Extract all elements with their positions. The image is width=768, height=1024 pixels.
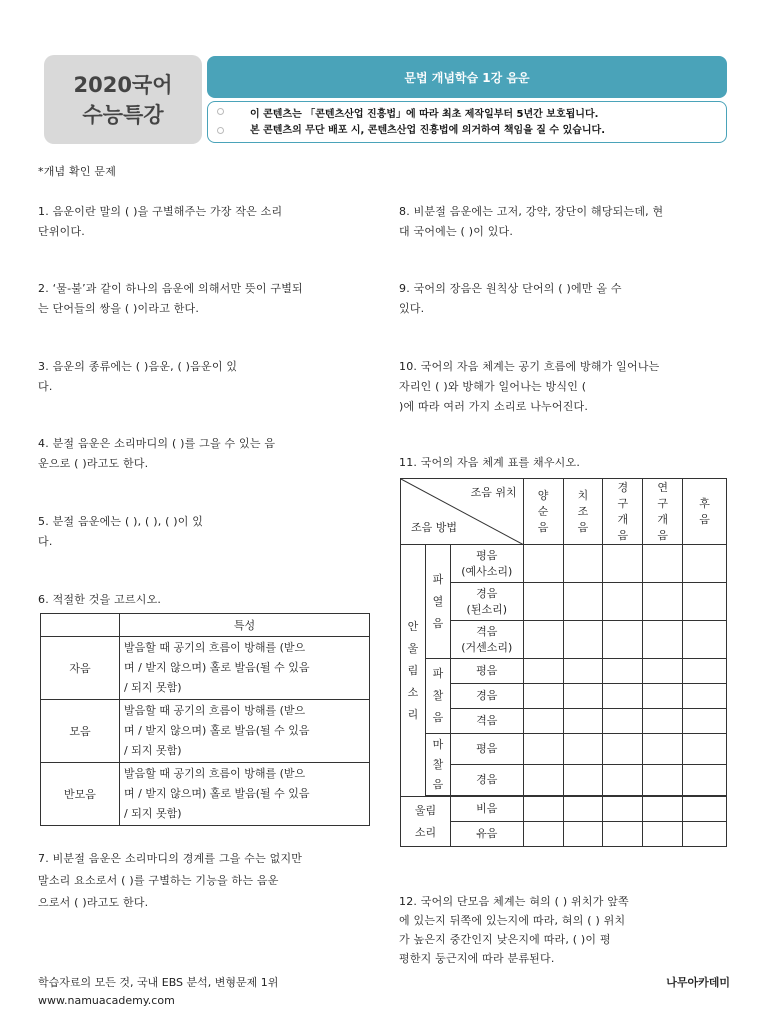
blank-cell[interactable] xyxy=(523,709,563,734)
place-label: 후음 xyxy=(699,496,710,526)
row-label: 비음 xyxy=(450,797,523,822)
blank-cell[interactable] xyxy=(683,797,727,822)
place-label: 양순음 xyxy=(537,488,549,534)
blank-cell[interactable] xyxy=(643,822,683,847)
row-label xyxy=(450,545,523,583)
blank-cell[interactable] xyxy=(603,545,643,583)
blank-cell[interactable] xyxy=(563,545,603,583)
blank-cell[interactable] xyxy=(603,684,643,709)
table6-row-text xyxy=(120,700,370,763)
question-1 xyxy=(38,202,370,242)
consonant-system-table xyxy=(400,478,727,847)
footer-tagline: 학습자료의 모든 것, 국내 EBS 분석, 변형문제 1위 xyxy=(38,976,279,989)
row-label-line: (거센소리) xyxy=(461,640,513,654)
group-label: 울림소리 xyxy=(414,803,437,839)
blank-cell[interactable] xyxy=(563,709,603,734)
blank-cell[interactable] xyxy=(683,545,727,583)
cell-line: 발음할 때 공기의 흐름이 방해를 (받으 xyxy=(124,767,306,780)
blank-cell[interactable] xyxy=(683,684,727,709)
blank-cell[interactable] xyxy=(523,684,563,709)
question-line: 1. 음운이란 말의 ( )을 구별해주는 가장 작은 소리 xyxy=(38,205,283,218)
manner-label: 마찰음 xyxy=(432,737,444,791)
question-5 xyxy=(38,512,370,552)
blank-cell[interactable] xyxy=(523,765,563,796)
blank-cell[interactable] xyxy=(683,734,727,765)
place-label: 치조음 xyxy=(577,488,589,534)
row-label: 평음 xyxy=(450,659,523,684)
question-line: 2. ‘물-불’과 같이 하나의 음운에 의해서만 뜻이 구별되 xyxy=(38,282,303,295)
question-line: )에 따라 여러 가지 소리로 나누어진다. xyxy=(399,400,589,413)
blank-cell[interactable] xyxy=(643,734,683,765)
table6-row-text xyxy=(120,637,370,700)
row-label: 유음 xyxy=(450,822,523,847)
manner-fricative xyxy=(425,734,450,796)
blank-cell[interactable] xyxy=(523,621,563,659)
copyright-line1: 이 콘텐츠는 「콘텐츠산업 진흥법」에 따라 최초 제작일부터 5년간 보호됩니다. xyxy=(250,109,599,120)
blank-cell[interactable] xyxy=(643,709,683,734)
question-line: 다. xyxy=(38,380,53,393)
question-line: 말소리 요소로서 ( )를 구별하는 기능을 하는 음운 xyxy=(38,874,279,887)
question-line: 자리인 ( )와 방해가 일어나는 방식인 ( xyxy=(399,380,587,393)
blank-cell[interactable] xyxy=(603,659,643,684)
blank-cell[interactable] xyxy=(603,797,643,822)
lesson-title-bar xyxy=(207,56,727,98)
blank-cell[interactable] xyxy=(643,659,683,684)
group-anul xyxy=(401,545,426,797)
question-line: 3. 음운의 종류에는 ( )음운, ( )음운이 있 xyxy=(38,360,238,373)
place-palatal xyxy=(603,479,643,545)
row-label xyxy=(450,583,523,621)
blank-cell[interactable] xyxy=(563,822,603,847)
row-label: 경음 xyxy=(450,765,523,796)
blank-cell[interactable] xyxy=(603,765,643,796)
question-3 xyxy=(38,357,370,397)
blank-cell[interactable] xyxy=(523,734,563,765)
question-line: 에 있는지 뒤쪽에 있는지에 따라, 혀의 ( ) 위치 xyxy=(399,914,626,927)
question-line: 으로서 ( )라고도 한다. xyxy=(38,896,149,909)
row-label-line: 평음 xyxy=(476,548,498,562)
question-line: 운으로 ( )라고도 한다. xyxy=(38,457,149,470)
question-7 xyxy=(38,848,370,914)
question-11: 11. 국어의 자음 체계 표를 채우시오. xyxy=(399,456,581,469)
blank-cell[interactable] xyxy=(683,621,727,659)
blank-cell[interactable] xyxy=(683,709,727,734)
blank-cell[interactable] xyxy=(643,583,683,621)
corner-top-label: 조음 위치 xyxy=(470,486,517,499)
blank-cell[interactable] xyxy=(523,797,563,822)
blank-cell[interactable] xyxy=(643,684,683,709)
table6-row-label: 자음 xyxy=(41,637,120,700)
question-line: 7. 비분절 음운은 소리마디의 경계를 그을 수는 없지만 xyxy=(38,852,303,865)
question-line: 는 단어들의 쌍을 ( )이라고 한다. xyxy=(38,302,200,315)
footer-brand: 나무아카데미 xyxy=(666,976,730,989)
blank-cell[interactable] xyxy=(683,583,727,621)
manner-label: 파열음 xyxy=(432,572,444,630)
blank-cell[interactable] xyxy=(563,684,603,709)
question-6: 6. 적절한 것을 고르시오. xyxy=(38,593,162,606)
cell-line: 며 / 받지 않으며) 홀로 발음(될 수 있음 xyxy=(124,787,310,800)
question-12 xyxy=(399,892,734,968)
blank-cell[interactable] xyxy=(683,659,727,684)
cell-line: / 되지 못함) xyxy=(124,807,182,820)
group-label: 안울림소리 xyxy=(407,619,419,721)
question-line: 4. 분절 음운은 소리마디의 ( )를 그을 수 있는 음 xyxy=(38,437,276,450)
question-8 xyxy=(399,202,731,242)
lesson-title: 문법 개념학습 1강 음운 xyxy=(404,70,530,85)
row-label-line: 격음 xyxy=(476,624,498,638)
row-label: 격음 xyxy=(450,709,523,734)
table6-row-label: 모음 xyxy=(41,700,120,763)
place-velar xyxy=(643,479,683,545)
question-2 xyxy=(38,279,370,319)
row-label-line: (된소리) xyxy=(466,602,507,616)
question-line: 있다. xyxy=(399,302,425,315)
question-4 xyxy=(38,434,370,474)
question-line: 단위이다. xyxy=(38,225,86,238)
group-ul xyxy=(401,797,451,847)
blank-cell[interactable] xyxy=(523,545,563,583)
blank-cell[interactable] xyxy=(603,583,643,621)
blank-cell[interactable] xyxy=(563,734,603,765)
table6-corner xyxy=(41,614,120,637)
question-line: 다. xyxy=(38,535,53,548)
question-9 xyxy=(399,279,731,319)
question-line: 대 국어에는 ( )이 있다. xyxy=(399,225,514,238)
blank-cell[interactable] xyxy=(603,822,643,847)
blank-cell[interactable] xyxy=(683,822,727,847)
course-badge xyxy=(44,55,202,144)
blank-cell[interactable] xyxy=(563,797,603,822)
row-label: 평음 xyxy=(450,734,523,765)
blank-cell[interactable] xyxy=(603,621,643,659)
cell-line: 발음할 때 공기의 흐름이 방해를 (받으 xyxy=(124,704,306,717)
blank-cell[interactable] xyxy=(643,545,683,583)
footer-url[interactable]: www.namuacademy.com xyxy=(38,994,175,1007)
cell-line: 며 / 받지 않으며) 홀로 발음(될 수 있음 xyxy=(124,724,310,737)
blank-cell[interactable] xyxy=(643,765,683,796)
blank-cell[interactable] xyxy=(563,765,603,796)
cell-line: 발음할 때 공기의 흐름이 방해를 (받으 xyxy=(124,641,306,654)
question-line: 9. 국어의 장음은 원칙상 단어의 ( )에만 올 수 xyxy=(399,282,622,295)
place-alveolar xyxy=(563,479,603,545)
row-label: 경음 xyxy=(450,684,523,709)
row-label-line: 경음 xyxy=(476,586,498,600)
table6-row-text xyxy=(120,763,370,826)
question-line: 12. 국어의 단모음 체계는 혀의 ( ) 위치가 앞쪽 xyxy=(399,895,629,908)
manner-label: 파찰음 xyxy=(432,667,444,724)
blank-cell[interactable] xyxy=(643,797,683,822)
badge-line1: 2020국어 xyxy=(73,72,173,97)
manner-plosive xyxy=(425,545,450,659)
blank-cell[interactable] xyxy=(683,765,727,796)
question-line: 10. 국어의 자음 체계는 공기 흐름에 방해가 일어나는 xyxy=(399,360,660,373)
blank-cell[interactable] xyxy=(643,621,683,659)
blank-cell[interactable] xyxy=(603,734,643,765)
blank-cell[interactable] xyxy=(523,583,563,621)
badge-line2: 수능특강 xyxy=(82,102,164,127)
blank-cell[interactable] xyxy=(603,709,643,734)
table6-row-label: 반모음 xyxy=(41,763,120,826)
row-label-line: (예사소리) xyxy=(461,564,513,578)
table11-corner xyxy=(401,479,524,545)
place-label: 연구개음 xyxy=(657,480,668,542)
cell-line: / 되지 못함) xyxy=(124,681,182,694)
corner-bottom-label: 조음 방법 xyxy=(411,521,458,534)
blank-cell[interactable] xyxy=(563,583,603,621)
cell-line: 며 / 받지 않으며) 홀로 발음(될 수 있음 xyxy=(124,661,310,674)
row-label xyxy=(450,621,523,659)
question-line: 가 높은지 중간인지 낮은지에 따라, ( )이 평 xyxy=(399,933,611,946)
copyright-line2: 본 콘텐츠의 무단 배포 시, 콘텐츠산업 진흥법에 의거하여 책임을 질 수 있습니다. xyxy=(250,125,606,136)
place-bilabial xyxy=(523,479,563,545)
question-line: 8. 비분절 음운에는 고저, 강약, 장단이 해당되는데, 현 xyxy=(399,205,664,218)
manner-affricate xyxy=(425,659,450,734)
blank-cell[interactable] xyxy=(563,659,603,684)
cell-line: / 되지 못함) xyxy=(124,744,182,757)
question-line: 평한지 둥근지에 따라 분류된다. xyxy=(399,952,555,965)
section-title: *개념 확인 문제 xyxy=(38,165,117,178)
blank-cell[interactable] xyxy=(523,822,563,847)
blank-cell[interactable] xyxy=(523,659,563,684)
table6-header: 특성 xyxy=(120,614,370,637)
place-label: 경구개음 xyxy=(617,480,629,542)
place-glottal xyxy=(683,479,727,545)
question-10 xyxy=(399,357,739,417)
copyright-notice xyxy=(207,101,727,143)
question-line: 5. 분절 음운에는 ( ), ( ), ( )이 있 xyxy=(38,515,204,528)
blank-cell[interactable] xyxy=(563,621,603,659)
consonant-vowel-table xyxy=(40,613,370,826)
